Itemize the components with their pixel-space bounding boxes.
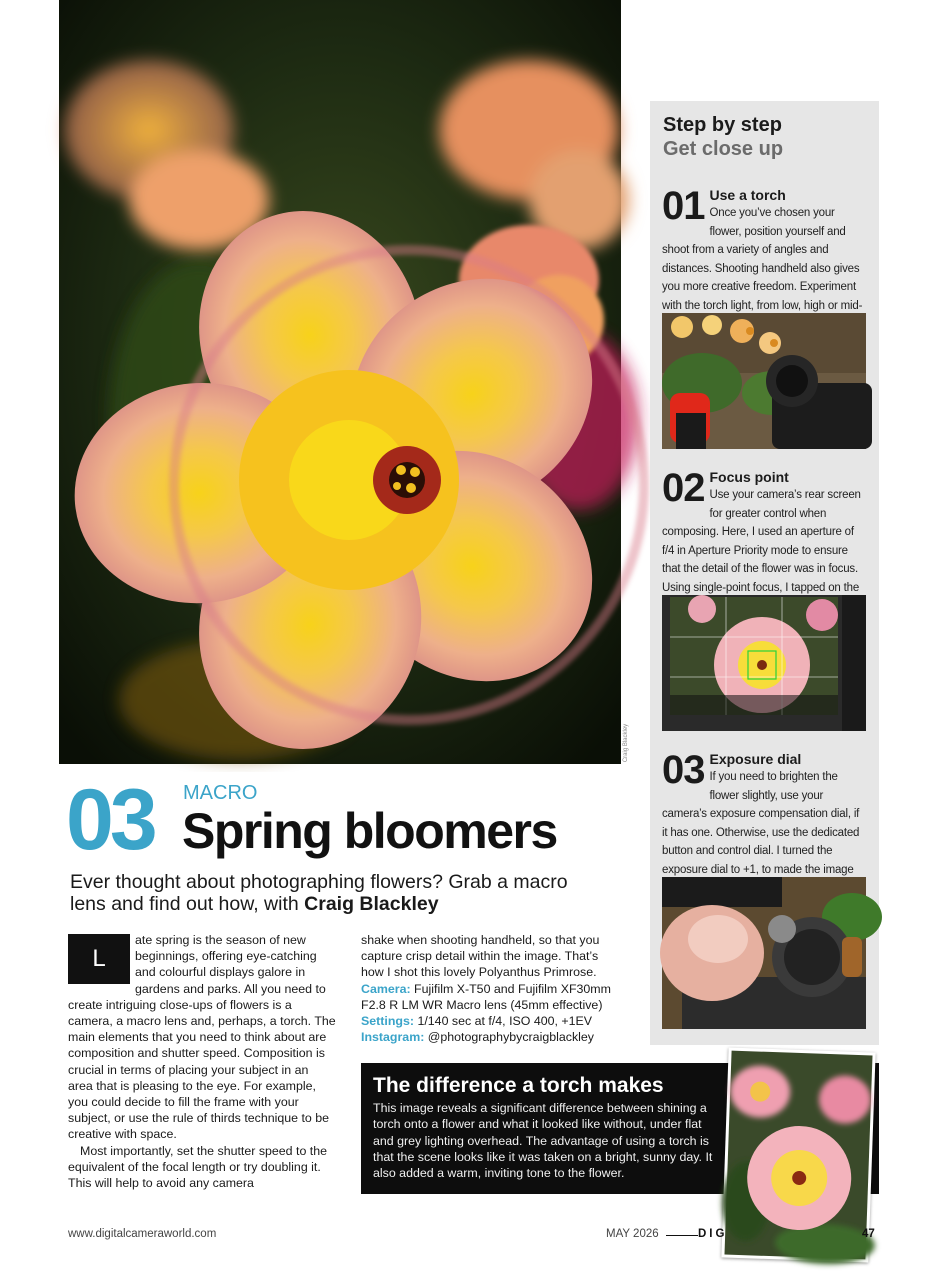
instagram-label: Instagram: [361,1030,425,1045]
instagram-handle[interactable]: @photographybycraigblackley [424,1030,594,1045]
step-number: 02 [662,466,705,510]
drop-cap: L [68,934,130,984]
settings-label: Settings: [361,1014,415,1029]
footer-url[interactable]: www.digitalcameraworld.com [68,1228,217,1240]
headline: Spring bloomers [182,803,557,859]
step-3 [662,748,866,897]
section-kicker: MACRO [183,782,258,804]
camera-label: Camera: [361,981,411,996]
body-column-2 [361,932,619,1045]
paragraph-2: Most importantly, set the shutter speed to the equivalent of the focal length or try doubling it. This will help to avoid any camera [68,1143,328,1191]
sidebar-subtitle: Get close up [663,138,784,160]
camera-value: Fujifilm X-T50 and Fujifilm XF30mm F2.8 R LM WR Macro lens (45mm effective) [361,981,611,1012]
standfirst [70,871,570,915]
step-body: Once you’ve chosen your flower, position yourself and shoot from a variety of angles and distances. Shooting handheld also gives you more creative freedom. Experiment with the torch light, from low, high or mid- [662,207,863,312]
step-1-photo [662,313,866,449]
box-title: The difference a torch makes [373,1074,664,1097]
body-column-1 [68,932,336,1191]
torch-comparison-photo [721,1047,875,1262]
paragraph-3: shake when shooting handheld, so that you capture crisp detail within the image. That’s how I shot this lovely Polyanthus Primrose. [361,933,600,980]
step-3-photo [662,877,866,1029]
hero-flower-photo [59,0,629,764]
box-body: This image reveals a significant difference between shining a torch onto a flower and what it looked like without, under flat and grey lighting overhead. The advantage of using a torch is that the scene looks like it was taken on a bright, sunny day. It also added a warm, inviting tone to the flower. [373,1101,713,1181]
step-heading: Exposure dial [709,751,802,767]
footer-rule [666,1235,698,1236]
step-body: Use your camera’s rear screen for greater control when composing. Here, I used an aperture of f/4 in Aperture Priority mode to ensure that the detail of the flower was in focus. Using single-point focus, I tapped on the [662,489,861,594]
standfirst-text: Ever thought about photographing flowers? Grab a macro lens and find out how, with [70,871,568,915]
settings-value: 1/140 sec at f/4, ISO 400, +1EV [414,1014,593,1029]
photo-credit: Craig Blackley [622,723,629,763]
step-number: 01 [662,184,705,228]
step-heading: Focus point [709,469,789,485]
sidebar-title: Step by step [663,114,782,136]
footer-magazine: DIG [698,1228,728,1240]
step-number: 03 [662,748,705,792]
step-by-step-sidebar [650,101,879,1045]
step-2 [662,466,866,615]
page-number: 47 [862,1228,875,1240]
paragraph-1: ate spring is the season of new beginnings, offering eye-catching and colourful displays galore in gardens and parks. All you need to create intriguing close-ups of flowers is a camera, a macro lens and, perhaps, a torch. The main elements that you need to think about are composition and shutter speed. Composition is crucial in terms of placing your subject in an area that is pleasing to the eye. For example, you could decide to fill the frame with your subject, or use the rule of thirds technique to be creative with space. [68,933,336,1142]
step-1 [662,184,866,333]
step-heading: Use a torch [709,187,786,203]
footer-date: MAY 2026 [606,1228,659,1240]
step-body: If you need to brighten the flower slightly, use your camera’s exposure compensation dial, if it has one. Otherwise, use the dedicated button and control dial. I turned the exposure dial to +1, to made the image [662,771,860,876]
author-name: Craig Blackley [304,893,439,915]
step-2-photo [662,595,866,731]
feature-number: 03 [66,772,154,868]
primrose-image [59,0,621,764]
